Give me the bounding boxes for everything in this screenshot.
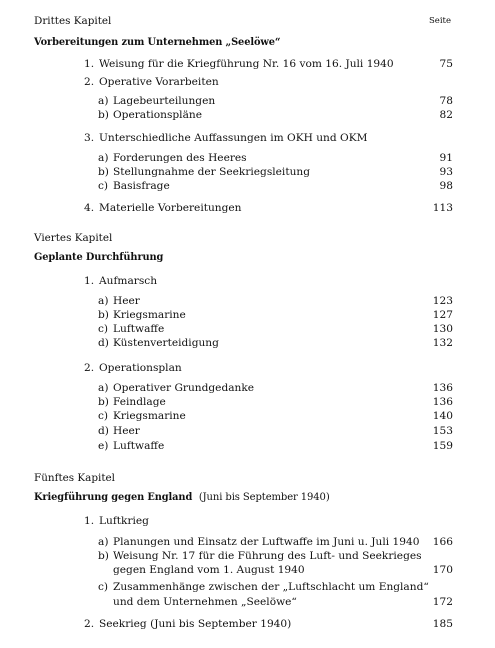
toc-subsection-row — [0, 294, 495, 308]
section-title: Seekrieg (Juni bis September 1940) — [99, 618, 292, 630]
chapter-title: Geplante Durchführung — [34, 252, 164, 263]
section-number: 2. — [84, 76, 95, 88]
subsection-title: Zusammenhänge zwischen der „Luftschlacht um England“ — [113, 581, 429, 593]
section-number: 4. — [84, 202, 95, 214]
toc-subsection-row — [0, 108, 495, 122]
toc-section-row — [0, 57, 495, 71]
page-number: 123 — [432, 295, 453, 307]
toc-subsection-row — [0, 424, 495, 438]
page-number: 98 — [439, 180, 453, 192]
chapter-title: Vorbereitungen zum Unternehmen „Seelöwe“ — [34, 37, 281, 48]
section-number: 1. — [84, 275, 95, 287]
section-number: 2. — [84, 362, 95, 374]
subsection-title-continued: und dem Unternehmen „Seelöwe“ — [113, 596, 297, 608]
chapter-title-row — [0, 491, 495, 505]
page-number: 130 — [432, 323, 453, 335]
section-title: Unterschiedliche Auffassungen im OKH und OKM — [99, 132, 368, 144]
subsection-letter: a) — [98, 95, 109, 107]
page-number: 132 — [432, 337, 453, 349]
subsection-title: Heer — [113, 425, 140, 437]
toc-section-row — [0, 514, 495, 528]
section-title: Luftkrieg — [99, 515, 149, 527]
toc-section-row — [0, 75, 495, 89]
subsection-letter: d) — [98, 337, 109, 349]
toc-subsection-row — [0, 395, 495, 409]
subsection-title: Basisfrage — [113, 180, 170, 192]
toc-subsection-row — [0, 308, 495, 322]
toc-subsection-row — [0, 409, 495, 423]
page-number: 140 — [432, 410, 453, 422]
section-title: Weisung für die Kriegführung Nr. 16 vom 16. Juli 1940 — [99, 58, 394, 70]
subsection-title: Operativer Grundgedanke — [113, 382, 255, 394]
toc-subsection-row — [0, 94, 495, 108]
subsection-title: Weisung Nr. 17 für die Führung des Luft- und Seekrieges — [113, 550, 422, 562]
page-number: 78 — [439, 95, 453, 107]
subsection-letter: c) — [98, 323, 109, 335]
section-title: Materielle Vorbereitungen — [99, 202, 242, 214]
toc-subsection-row — [0, 322, 495, 336]
subsection-letter: c) — [98, 581, 109, 593]
page-number: 75 — [439, 58, 453, 70]
subsection-title: Stellungnahme der Seekriegsleitung — [113, 166, 310, 178]
subsection-letter: a) — [98, 152, 109, 164]
subsection-title: Kriegsmarine — [113, 309, 186, 321]
subsection-title: Luftwaffe — [113, 323, 165, 335]
chapter-5-header-row — [0, 471, 495, 485]
subsection-letter: c) — [98, 180, 109, 192]
page-number: 159 — [432, 440, 453, 452]
toc-subsection-row — [0, 179, 495, 193]
subsection-title: Planungen und Einsatz der Luftwaffe im Juni u. Juli 1940 — [113, 536, 420, 548]
subsection-title: Küstenverteidigung — [113, 337, 219, 349]
page-number: 185 — [432, 618, 453, 630]
subsection-title: Kriegsmarine — [113, 410, 186, 422]
chapter-label: Fünftes Kapitel — [34, 472, 115, 484]
page-number: 136 — [432, 382, 453, 394]
subsection-letter: b) — [98, 109, 109, 121]
chapter-title — [34, 491, 330, 505]
page-number: 82 — [439, 109, 453, 121]
subsection-letter: b) — [98, 550, 109, 562]
chapter-title-period: (Juni bis September 1940) — [198, 492, 330, 503]
toc-subsection-row — [0, 580, 495, 594]
subsection-letter: d) — [98, 425, 109, 437]
chapter-title-row — [0, 36, 495, 50]
page-number: 91 — [439, 152, 453, 164]
subsection-title-continued: gegen England vom 1. August 1940 — [113, 564, 305, 576]
chapter-3-header-row — [0, 14, 495, 28]
page-column-label: Seite — [428, 16, 451, 26]
subsection-letter: e) — [98, 440, 109, 452]
toc-subsection-row — [0, 535, 495, 549]
toc-subsection-row — [0, 165, 495, 179]
subsection-letter: a) — [98, 295, 109, 307]
chapter-title-row — [0, 251, 495, 265]
toc-section-row — [0, 274, 495, 288]
section-number: 2. — [84, 618, 95, 630]
subsection-title: Heer — [113, 295, 140, 307]
subsection-letter: b) — [98, 166, 109, 178]
subsection-title: Forderungen des Heeres — [113, 152, 247, 164]
subsection-letter: c) — [98, 410, 109, 422]
toc-subsection-continuation-row — [0, 595, 495, 609]
page-number: 170 — [432, 564, 453, 576]
page-number: 166 — [432, 536, 453, 548]
toc-subsection-row — [0, 549, 495, 563]
toc-subsection-continuation-row — [0, 563, 495, 577]
page-number: 113 — [432, 202, 453, 214]
chapter-4-header-row — [0, 231, 495, 245]
subsection-letter: b) — [98, 396, 109, 408]
subsection-title: Feindlage — [113, 396, 166, 408]
section-title: Operationsplan — [99, 362, 182, 374]
page-number: 153 — [432, 425, 453, 437]
toc-section-row — [0, 617, 495, 631]
toc-subsection-row — [0, 336, 495, 350]
page-number: 136 — [432, 396, 453, 408]
section-title: Aufmarsch — [99, 275, 158, 287]
toc-section-row — [0, 131, 495, 145]
page-number: 93 — [439, 166, 453, 178]
page-number: 172 — [432, 596, 453, 608]
subsection-title: Luftwaffe — [113, 440, 165, 452]
toc-subsection-row — [0, 439, 495, 453]
chapter-title-main: Kriegführung gegen England — [34, 492, 193, 503]
subsection-letter: a) — [98, 382, 109, 394]
toc-section-row — [0, 361, 495, 375]
subsection-title: Operationspläne — [113, 109, 202, 121]
subsection-title: Lagebeurteilungen — [113, 95, 216, 107]
section-number: 1. — [84, 58, 95, 70]
toc-subsection-row — [0, 381, 495, 395]
section-number: 3. — [84, 132, 95, 144]
toc-section-row — [0, 201, 495, 215]
subsection-letter: b) — [98, 309, 109, 321]
toc-subsection-row — [0, 151, 495, 165]
chapter-label: Drittes Kapitel — [34, 15, 112, 27]
section-title: Operative Vorarbeiten — [99, 76, 219, 88]
subsection-letter: a) — [98, 536, 109, 548]
page-number: 127 — [432, 309, 453, 321]
section-number: 1. — [84, 515, 95, 527]
chapter-label: Viertes Kapitel — [34, 232, 113, 244]
